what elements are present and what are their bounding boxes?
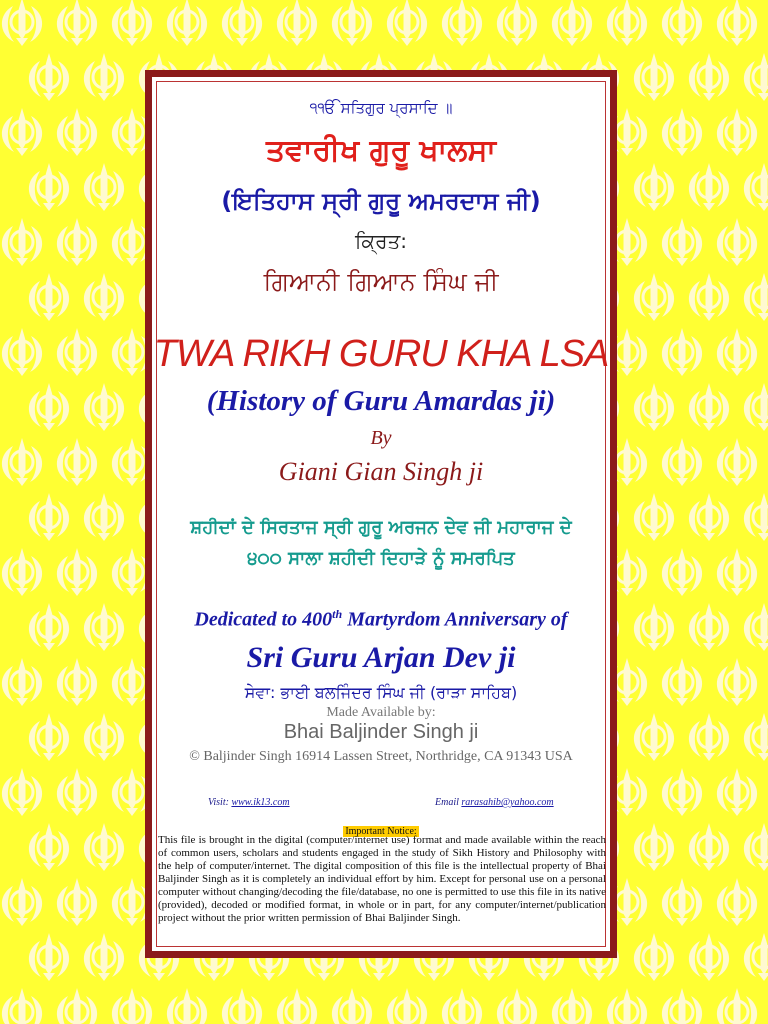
khanda-icon — [662, 438, 702, 486]
khanda-icon — [662, 878, 702, 926]
khanda-icon — [387, 0, 427, 46]
khanda-icon — [634, 823, 674, 871]
khanda-icon — [2, 0, 42, 46]
english-dedication — [152, 607, 610, 632]
khanda-icon — [744, 273, 768, 321]
khanda-icon — [57, 108, 97, 156]
khanda-icon — [744, 493, 768, 541]
khanda-icon — [634, 53, 674, 101]
khanda-icon — [29, 163, 69, 211]
email-line — [435, 797, 554, 808]
khanda-icon — [662, 768, 702, 816]
khanda-icon — [2, 658, 42, 706]
khanda-icon — [744, 713, 768, 761]
khanda-icon — [277, 988, 317, 1024]
khanda-icon — [744, 933, 768, 981]
punjabi-seva: ਸੇਵਾ: ਭਾਈ ਬਲਜਿੰਦਰ ਸਿੰਘ ਜੀ (ਰਾੜਾ ਸਾਹਿਬ) — [244, 683, 518, 702]
khanda-icon — [84, 493, 124, 541]
khanda-icon — [717, 768, 757, 816]
khanda-icon — [277, 0, 317, 46]
email-link[interactable]: rarasahib@yahoo.com — [461, 797, 554, 808]
english-by: By — [370, 427, 392, 449]
khanda-icon — [2, 218, 42, 266]
khanda-icon — [84, 163, 124, 211]
khanda-icon — [662, 0, 702, 46]
punjabi-subtitle: (ਇਤਿਹਾਸ ਸ੍ਰੀ ਗੁਰੂ ਅਮਰਦਾਸ ਜੀ) — [221, 187, 541, 215]
khanda-icon — [662, 658, 702, 706]
khanda-icon — [744, 53, 768, 101]
english-author: Giani Gian Singh ji — [278, 457, 484, 486]
khanda-icon — [167, 0, 207, 46]
khanda-icon — [112, 0, 152, 46]
khanda-icon — [497, 988, 537, 1024]
notice-body: This file is brought in the digital (computer/internet use) format and made available within the reach of common users, scholars and students engaged in the study of Sikh History and Philosophy with the help of computer/internet. The digital composition of this file is the intellectual property of Bhai Baljinder Singh as it is completely an individual effort by him. Except for personal use on a personal computer without changing/decoding the file/database, no one is permitted to use this file in its native (provided), decoded or modified format, in whole or in part, for any computer/internet/publication project without the prior written permission of Bhai Baljinder Singh. — [158, 834, 606, 924]
visit-line — [208, 797, 290, 808]
copyright-address: © Baljinder Singh 16914 Lassen Street, Northridge, CA 91343 USA — [189, 749, 573, 764]
khanda-icon — [332, 988, 372, 1024]
khanda-icon — [57, 658, 97, 706]
khanda-icon — [29, 603, 69, 651]
khanda-icon — [332, 0, 372, 46]
khanda-icon — [57, 328, 97, 376]
khanda-icon — [84, 383, 124, 431]
punjabi-invocation: ੧ੴ ਸਤਿਗੁਰ ਪ੍ਰਸਾਦਿ ॥ — [309, 99, 453, 117]
khanda-icon — [387, 988, 427, 1024]
khanda-icon — [744, 383, 768, 431]
dedication-suffix: Martyrdom Anniversary of — [342, 608, 568, 631]
khanda-icon — [442, 0, 482, 46]
khanda-icon — [57, 0, 97, 46]
khanda-icon — [57, 548, 97, 596]
khanda-icon — [634, 493, 674, 541]
khanda-icon — [29, 933, 69, 981]
khanda-icon — [717, 658, 757, 706]
khanda-icon — [84, 53, 124, 101]
khanda-icon — [744, 163, 768, 211]
khanda-icon — [2, 988, 42, 1024]
khanda-icon — [662, 328, 702, 376]
khanda-icon — [84, 273, 124, 321]
made-available-label: Made Available by: — [326, 705, 436, 720]
khanda-icon — [29, 273, 69, 321]
khanda-icon — [634, 713, 674, 761]
khanda-icon — [689, 163, 729, 211]
khanda-icon — [689, 383, 729, 431]
punjabi-title: ਤਵਾਰੀਖ ਗੁਰੂ ਖਾਲਸਾ — [265, 133, 497, 168]
khanda-icon — [662, 108, 702, 156]
khanda-icon — [744, 823, 768, 871]
khanda-icon — [689, 273, 729, 321]
khanda-icon — [2, 768, 42, 816]
khanda-icon — [717, 988, 757, 1024]
khanda-icon — [29, 823, 69, 871]
khanda-icon — [717, 328, 757, 376]
punjabi-krit-label: ਕ੍ਰਿਤ: — [354, 229, 408, 253]
khanda-icon — [84, 713, 124, 761]
khanda-icon — [57, 768, 97, 816]
khanda-icon — [2, 548, 42, 596]
khanda-icon — [634, 933, 674, 981]
khanda-icon — [717, 0, 757, 46]
title-page-frame — [145, 70, 617, 958]
khanda-icon — [717, 548, 757, 596]
khanda-icon — [662, 548, 702, 596]
khanda-icon — [689, 823, 729, 871]
khanda-icon — [222, 0, 262, 46]
khanda-icon — [2, 878, 42, 926]
khanda-icon — [717, 438, 757, 486]
khanda-icon — [29, 713, 69, 761]
khanda-icon — [29, 53, 69, 101]
khanda-icon — [112, 988, 152, 1024]
english-subtitle: (History of Guru Amardas ji) — [206, 385, 556, 417]
khanda-icon — [2, 438, 42, 486]
khanda-icon — [57, 878, 97, 926]
english-title: TWA RIKH GURU KHA LSA — [153, 333, 609, 375]
dedication-name: Sri Guru Arjan Dev ji — [246, 641, 516, 674]
khanda-icon — [607, 0, 647, 46]
khanda-icon — [57, 218, 97, 266]
khanda-icon — [497, 0, 537, 46]
khanda-icon — [634, 163, 674, 211]
visit-label: Visit: — [208, 797, 232, 808]
khanda-icon — [689, 603, 729, 651]
khanda-icon — [717, 108, 757, 156]
notice-heading: Important Notice: — [345, 826, 417, 837]
khanda-icon — [2, 108, 42, 156]
khanda-icon — [662, 988, 702, 1024]
khanda-icon — [744, 603, 768, 651]
khanda-icon — [29, 493, 69, 541]
khanda-icon — [84, 603, 124, 651]
khanda-icon — [84, 933, 124, 981]
provider-name: Bhai Baljinder Singh ji — [283, 721, 479, 743]
khanda-icon — [717, 218, 757, 266]
dedication-ordinal-suffix: th — [332, 607, 343, 621]
khanda-icon — [167, 988, 207, 1024]
khanda-icon — [29, 383, 69, 431]
dedication-prefix: Dedicated to 400 — [194, 608, 333, 631]
email-label: Email — [435, 797, 462, 808]
khanda-icon — [84, 823, 124, 871]
khanda-icon — [57, 438, 97, 486]
khanda-icon — [2, 328, 42, 376]
punjabi-dedication-line2: ੪੦੦ ਸਾਲਾ ਸ਼ਹੀਦੀ ਦਿਹਾੜੇ ਨੂੰ ਸਮਰਪਿਤ — [247, 548, 515, 569]
khanda-icon — [552, 988, 592, 1024]
khanda-icon — [442, 988, 482, 1024]
khanda-icon — [662, 218, 702, 266]
punjabi-dedication-line1: ਸ਼ਹੀਦਾਂ ਦੇ ਸਿਰਤਾਜ ਸ੍ਰੀ ਗੁਰੂ ਅਰਜਨ ਦੇਵ ਜੀ ਮਹਾਰਾਜ ਦੇ — [190, 517, 572, 538]
khanda-icon — [717, 878, 757, 926]
khanda-icon — [552, 0, 592, 46]
khanda-icon — [634, 603, 674, 651]
khanda-icon — [222, 988, 262, 1024]
punjabi-author: ਗਿਆਨੀ ਗਿਆਨ ਸਿੰਘ ਜੀ — [263, 267, 499, 296]
khanda-icon — [689, 933, 729, 981]
khanda-icon — [689, 713, 729, 761]
khanda-icon — [57, 988, 97, 1024]
website-link[interactable]: www.ik13.com — [231, 797, 290, 808]
khanda-icon — [689, 53, 729, 101]
khanda-icon — [634, 273, 674, 321]
khanda-icon — [607, 988, 647, 1024]
khanda-icon — [689, 493, 729, 541]
khanda-icon — [634, 383, 674, 431]
